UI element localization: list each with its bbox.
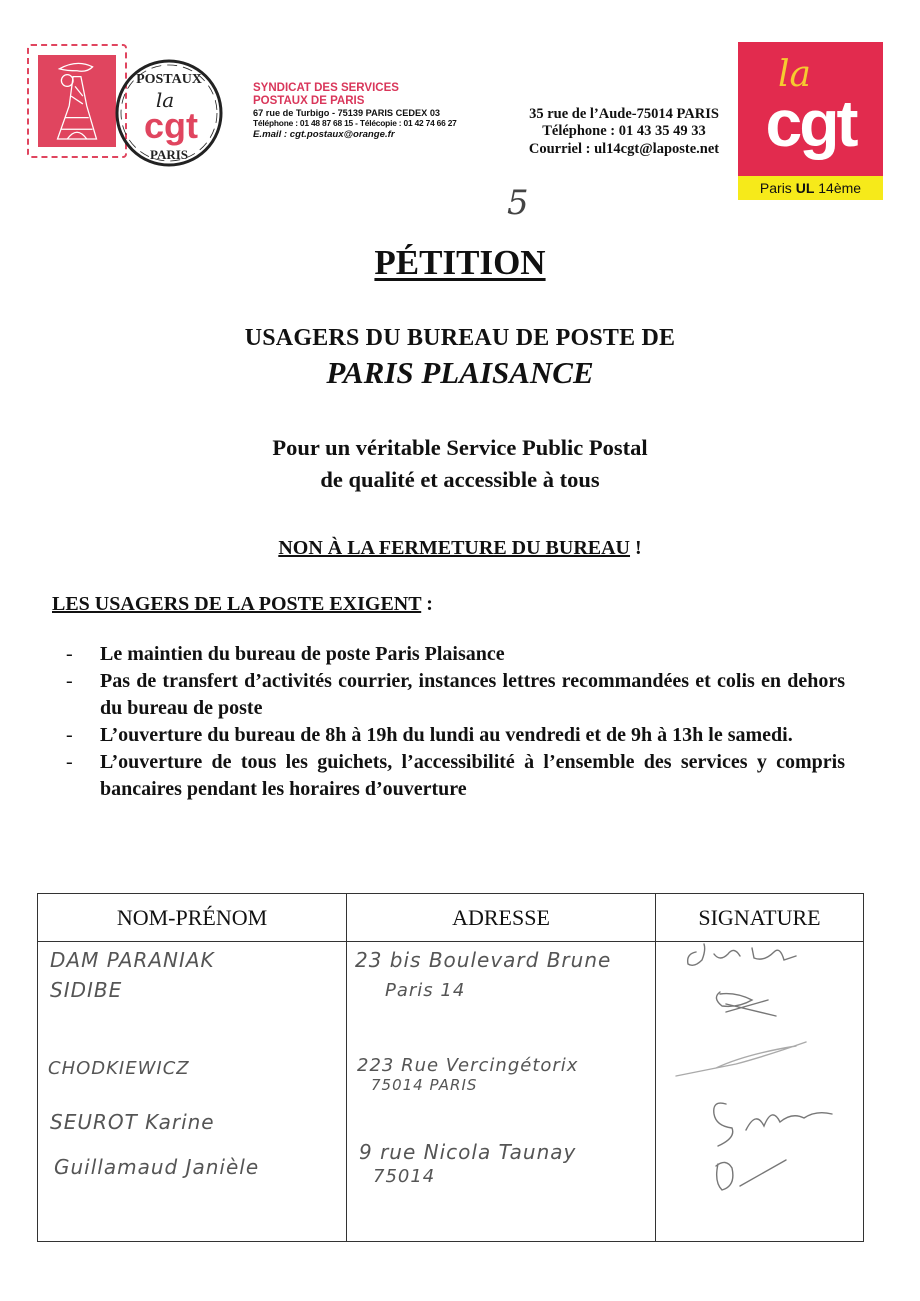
headline (0, 537, 920, 560)
handwritten-name: CHODKIEWICZ (48, 1058, 190, 1079)
handwritten-name: SIDIBE (50, 978, 123, 1002)
postmark-brand: cgt (144, 105, 198, 146)
signature-table (37, 893, 864, 1242)
page-title-text: PÉTITION (374, 243, 546, 282)
handwritten-address: 9 rue Nicola Taunay (359, 1140, 577, 1164)
logo-band (738, 176, 883, 200)
subtitle-line1: USAGERS DU BUREAU DE POSTE DE (244, 325, 676, 351)
logo-band-bold: UL (795, 180, 815, 196)
signature-5 (716, 1160, 786, 1190)
local-union-email: Courriel : ul14cgt@laposte.net (528, 140, 720, 157)
handwritten-name: SEUROT Karine (50, 1110, 215, 1134)
postmark-script: la (155, 88, 175, 112)
demands-list (100, 641, 845, 803)
org-contact-block (253, 82, 457, 140)
subtitle-line2: PARIS PLAISANCE (326, 355, 594, 390)
logo-brand: cgt (765, 86, 856, 160)
signature-1 (688, 944, 796, 965)
demand-item: - L’ouverture de tous les guichets, l’accessibilité à l’ensemble des services y compris bancaires pendant les horaires d’ouverture (100, 749, 845, 803)
org-phone-fax: Téléphone : 01 48 87 68 15 - Télécopie : 01 42 74 66 27 (253, 118, 457, 129)
headline-text: NON À LA FERMETURE DU BUREAU (278, 537, 631, 559)
handwritten-page-mark: 5 (507, 183, 529, 223)
cgt-ul14-logo (738, 42, 883, 200)
demands-heading-suffix: : (421, 593, 433, 615)
handwritten-address: Paris 14 (385, 980, 466, 1001)
names-cell[interactable] (38, 942, 347, 1242)
column-header-signature: SIGNATURE (656, 894, 864, 942)
table-header-row (38, 894, 864, 942)
page-title (0, 243, 920, 283)
local-union-phone: Téléphone : 01 43 35 49 33 (542, 123, 706, 140)
local-union-address: 35 rue de l’Aude-75014 PARIS (529, 106, 719, 122)
demands-heading-text: LES USAGERS DE LA POSTE EXIGENT (52, 593, 422, 615)
column-header-name: NOM-PRÉNOM (38, 894, 347, 942)
postmark-top-text: POSTAUX (136, 72, 202, 87)
postmark-bottom-text: PARIS (149, 147, 189, 162)
org-name-line1: SYNDICAT DES SERVICES (253, 82, 399, 94)
signature-2 (716, 992, 776, 1016)
demand-item: - Le maintien du bureau de poste Paris Plaisance (100, 641, 845, 668)
column-header-address: ADRESSE (347, 894, 656, 942)
slogan (0, 432, 920, 495)
slogan-line2: de qualité et accessible à tous (320, 466, 600, 492)
headline-suffix: ! (630, 537, 642, 559)
signatures-cell[interactable] (656, 942, 864, 1242)
handwritten-address: 75014 (373, 1166, 436, 1187)
handwritten-signatures (656, 942, 864, 1242)
logo-band-suffix: 14ème (814, 180, 862, 196)
table-row (38, 942, 864, 1242)
demands-heading (52, 593, 433, 616)
signature-4 (714, 1103, 832, 1146)
org-name-line2: POSTAUX DE PARIS (253, 95, 365, 108)
org-email: E.mail : cgt.postaux@orange.fr (253, 128, 395, 140)
handwritten-address: 75014 PARIS (371, 1076, 478, 1094)
demand-item: - L’ouverture du bureau de 8h à 19h du lundi au vendredi et de 9h à 13h le samedi. (100, 722, 845, 749)
logo-script-la: la (778, 54, 811, 95)
demand-item: - Pas de transfert d’activités courrier, instances lettres recommandées et colis en dehors du bureau de poste (100, 668, 845, 722)
handwritten-name: Guillamaud Janièle (54, 1155, 260, 1179)
org-address: 67 rue de Turbigo - 75139 PARIS CEDEX 03 (253, 108, 441, 119)
slogan-line1: Pour un véritable Service Public Postal (272, 435, 648, 460)
handwritten-name: DAM PARANIAK (50, 948, 215, 972)
handwritten-address: 223 Rue Vercingétorix (357, 1055, 579, 1076)
addresses-cell[interactable] (347, 942, 656, 1242)
signature-3 (676, 1042, 806, 1076)
logo-band-prefix: Paris (759, 180, 796, 196)
postmark-logo (105, 45, 230, 180)
local-union-contact (518, 106, 730, 158)
handwritten-address: 23 bis Boulevard Brune (355, 948, 612, 972)
